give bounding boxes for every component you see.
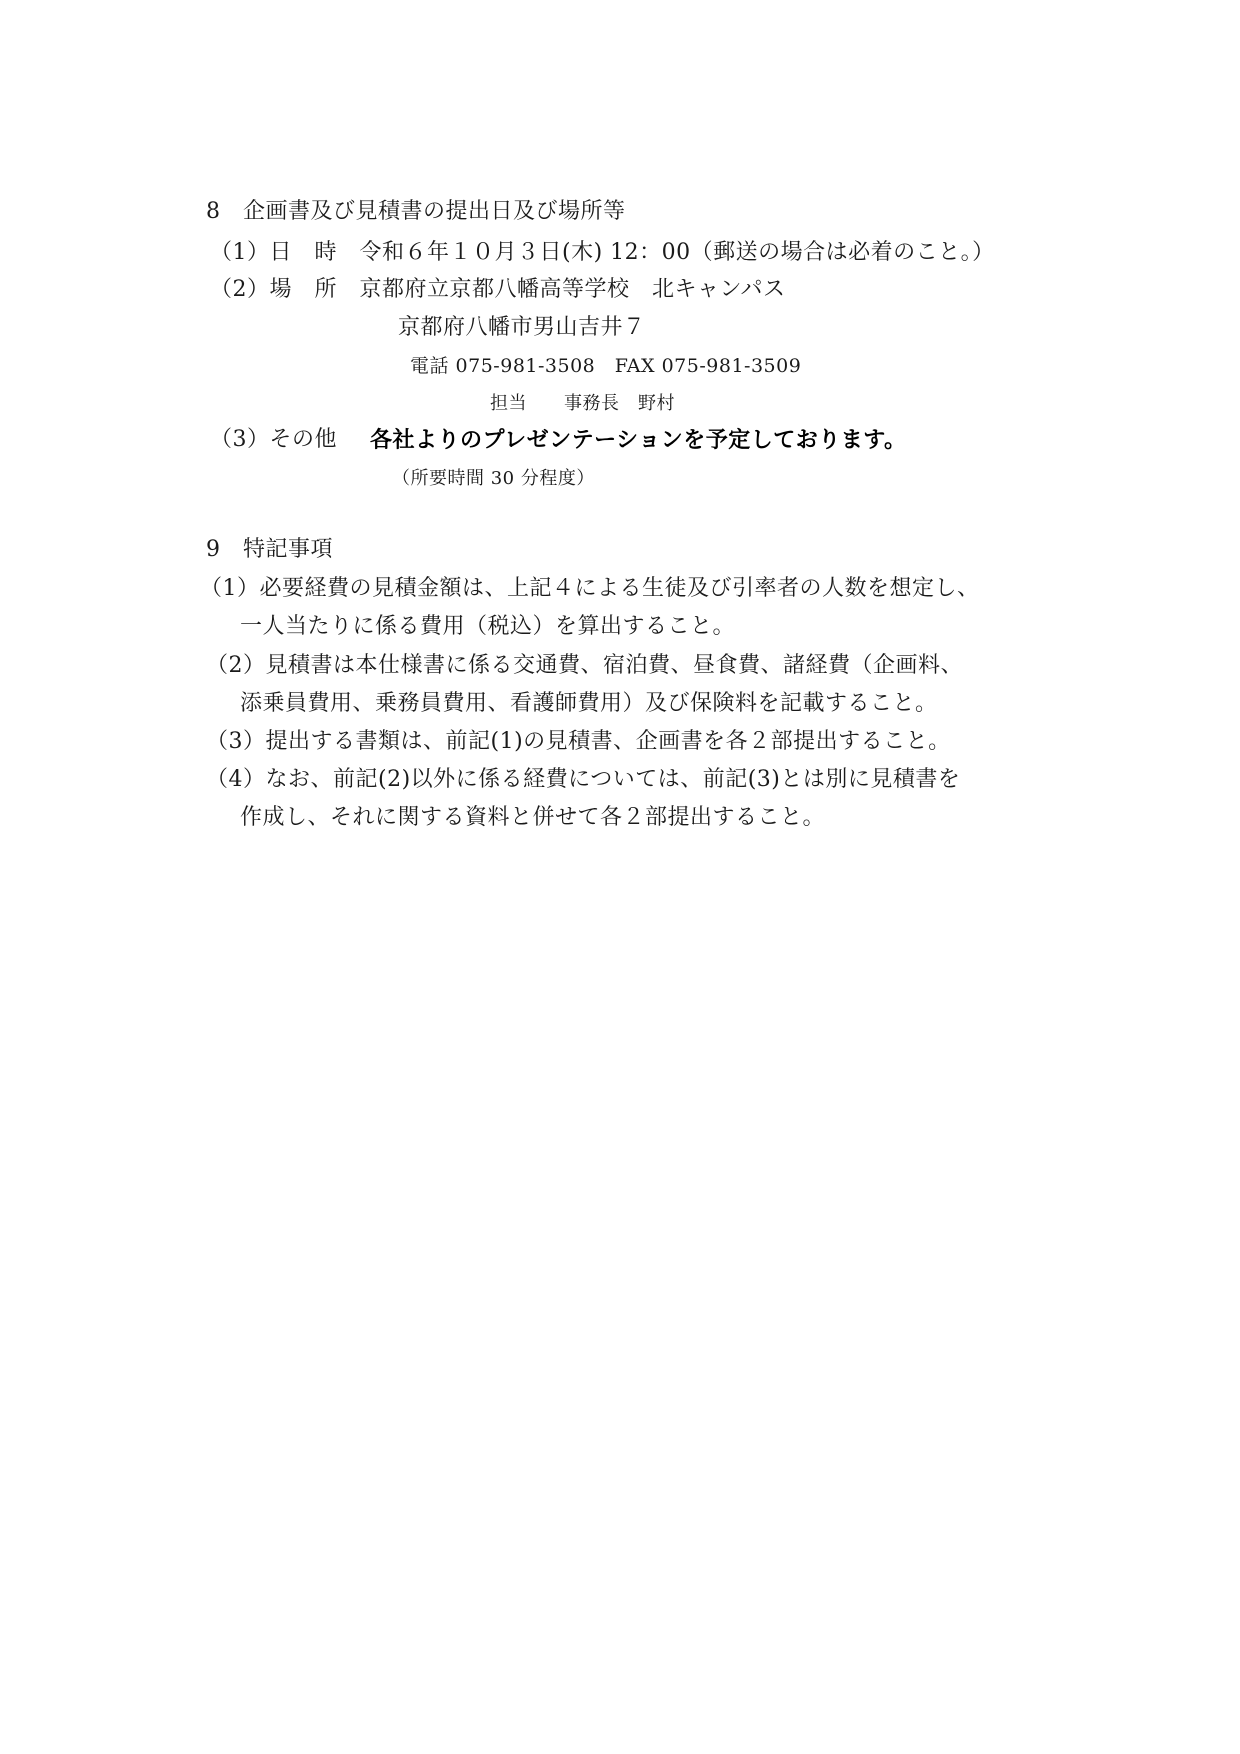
section-9-heading: 9 特記事項 xyxy=(206,537,333,562)
section-9-item-2-line-1: （2）見積書は本仕様書に係る交通費、宿泊費、昼食費、諸経費（企画料、 xyxy=(206,653,963,678)
section-8-item-1-datetime: （1）日 時 令和６年１０月３日(木) 12：00（郵送の場合は必着のこと。） xyxy=(210,240,995,265)
section-9-item-4-line-2: 作成し、それに関する資料と併せて各２部提出すること。 xyxy=(240,805,826,830)
section-8-item-3-text: 各社よりのプレゼンテーションを予定しております。 xyxy=(370,427,907,453)
section-8-item-2-address: 京都府八幡市男山吉井７ xyxy=(398,315,646,340)
section-9-item-3-line-1: （3）提出する書類は、前記(1)の見積書、企画書を各２部提出すること。 xyxy=(206,729,951,754)
section-8-heading: 8 企画書及び見積書の提出日及び場所等 xyxy=(206,199,626,224)
section-8-item-3-note: （所要時間 30 分程度） xyxy=(392,468,595,489)
section-9-item-1-line-1: （1）必要経費の見積金額は、上記４による生徒及び引率者の人数を想定し、 xyxy=(200,576,980,601)
section-8-item-2-contact: 担当 事務長 野村 xyxy=(490,393,675,414)
section-8-item-2-place: （2）場 所 京都府立京都八幡高等学校 北キャンパス xyxy=(210,277,786,302)
section-8-item-3-label: （3）その他 xyxy=(210,427,337,452)
section-9-item-2-line-2: 添乗員費用、乗務員費用、看護師費用）及び保険料を記載すること。 xyxy=(240,691,938,716)
section-8-item-2-phone-fax: 電話 075-981-3508 FAX 075-981-3509 xyxy=(410,355,802,377)
section-9-item-4-line-1: （4）なお、前記(2)以外に係る経費については、前記(3)とは別に見積書を xyxy=(206,767,961,792)
section-9-item-1-line-2: 一人当たりに係る費用（税込）を算出すること。 xyxy=(240,614,736,639)
